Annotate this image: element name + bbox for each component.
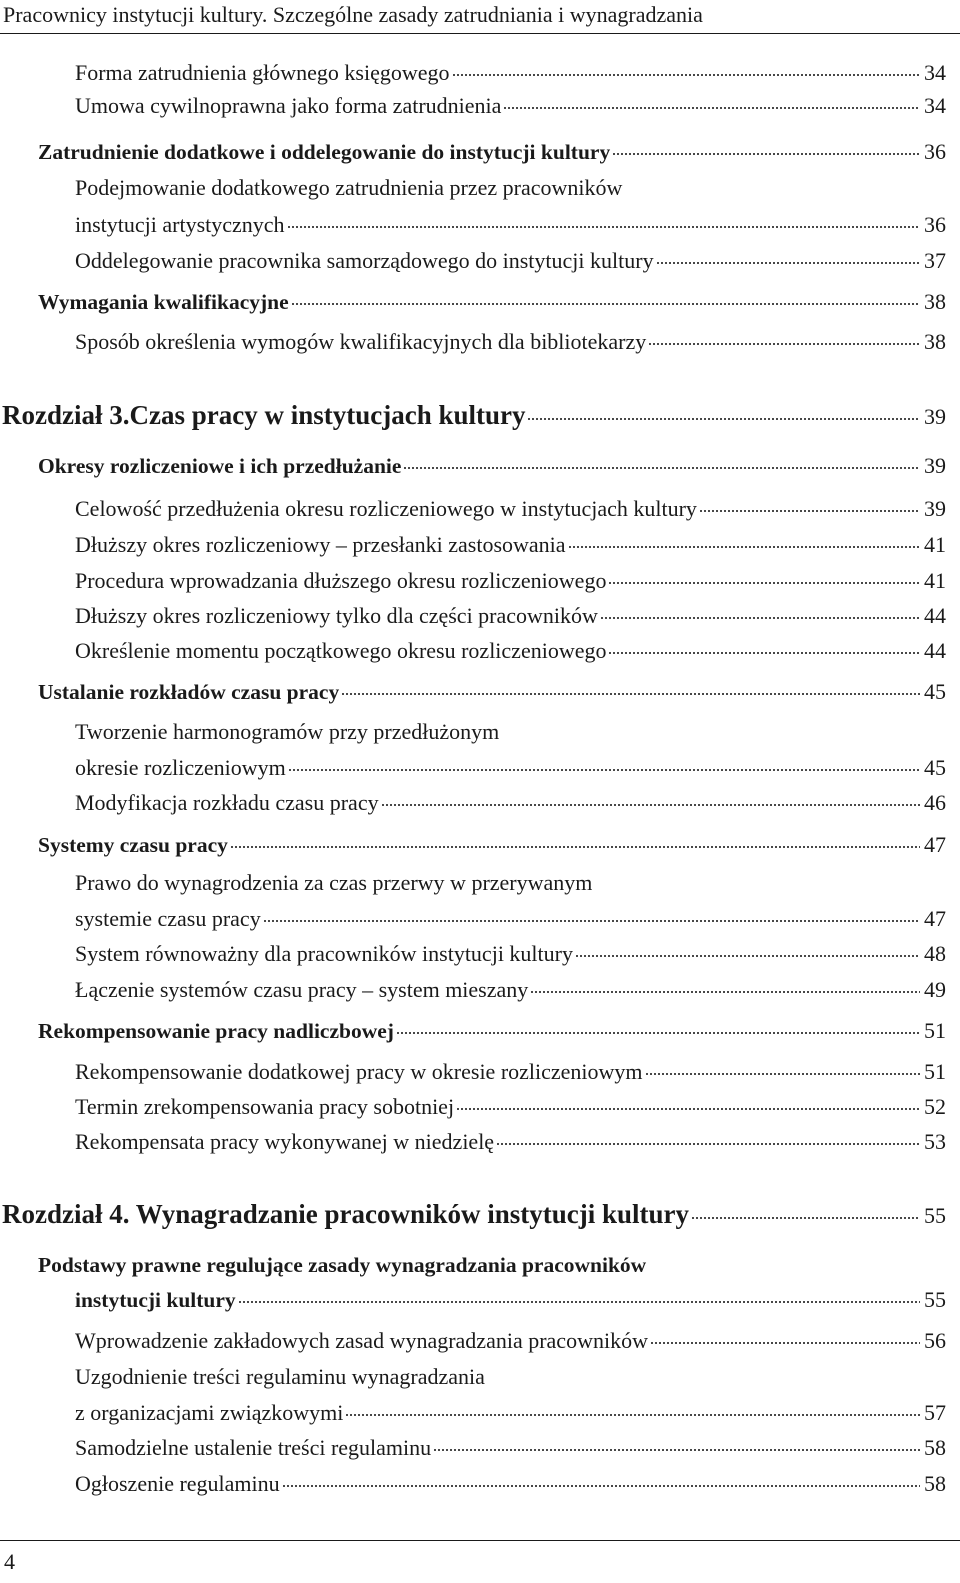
toc-entry-title: Oddelegowanie pracownika samorządowego do instytucji kultury <box>75 248 654 273</box>
toc-entry-page: 58 <box>924 1435 946 1460</box>
toc-entry-title: Forma zatrudnienia głównego księgowego <box>75 60 450 85</box>
toc-entry[interactable] <box>75 246 946 276</box>
toc-chapter[interactable] <box>2 400 946 432</box>
toc-entry-title: Umowa cywilnoprawna jako forma zatrudnienia <box>75 93 502 118</box>
toc-entry-title: okresie rozliczeniowym <box>75 755 286 780</box>
toc-entry-title: instytucji artystycznych <box>75 212 285 237</box>
dot-leader <box>600 614 920 624</box>
dot-leader <box>381 801 920 811</box>
dot-leader <box>527 415 920 425</box>
toc-entry-title: Dłuższy okres rozliczeniowy – przesłanki zastosowania <box>75 532 566 557</box>
toc-entry-page: 41 <box>924 568 946 593</box>
dot-leader <box>568 543 920 553</box>
toc-entry-page: 39 <box>924 496 946 521</box>
toc-entry[interactable] <box>75 566 946 596</box>
toc-entry[interactable] <box>75 636 946 666</box>
toc-entry-title-line1: Prawo do wynagrodzenia za czas przerwy w przerywanym <box>75 870 593 895</box>
toc-entry-title: Samodzielne ustalenie treści regulaminu <box>75 1435 432 1460</box>
toc-entry-page: 36 <box>924 212 946 237</box>
toc-section-title: Okresy rozliczeniowe i ich przedłużanie <box>38 454 402 478</box>
toc-chapter-title: Rozdział 3.Czas pracy w instytucjach kultury <box>2 400 526 430</box>
toc-entry-title: Ogłoszenie regulaminu <box>75 1471 280 1496</box>
toc-entry-page: 34 <box>924 93 946 118</box>
toc-entry[interactable] <box>75 1433 946 1463</box>
toc-entry-title: Modyfikacja rozkładu czasu pracy <box>75 790 379 815</box>
dot-leader <box>456 1105 920 1115</box>
toc-entry-title: systemie czasu pracy <box>75 906 261 931</box>
toc-section[interactable] <box>38 137 946 167</box>
toc-entry-title: Sposób określenia wymogów kwalifikacyjnych dla bibliotekarzy <box>75 329 647 354</box>
dot-leader <box>612 150 920 160</box>
dot-leader <box>656 259 920 269</box>
toc-entry-page: 51 <box>924 1059 946 1084</box>
toc-entry-title: Dłuższy okres rozliczeniowy tylko dla części pracowników <box>75 603 598 628</box>
dot-leader <box>530 988 920 998</box>
toc-entry-page: 39 <box>924 404 946 429</box>
toc-entry-page: 45 <box>924 679 946 704</box>
header-rule <box>0 33 960 34</box>
toc-entry[interactable] <box>75 939 946 969</box>
dot-leader <box>608 579 920 589</box>
toc-entry[interactable] <box>75 753 946 783</box>
dot-leader <box>496 1140 920 1150</box>
toc-entry-page: 37 <box>924 248 946 273</box>
toc-entry[interactable] <box>75 91 946 121</box>
dot-leader <box>650 1339 920 1349</box>
dot-leader <box>645 1070 920 1080</box>
toc-entry[interactable] <box>75 1326 946 1356</box>
toc-entry-page: 56 <box>924 1328 946 1353</box>
toc-chapter-title: Rozdział 4. Wynagradzanie pracowników instytucji kultury <box>2 1199 690 1229</box>
toc-entry-title: z organizacjami związkowymi <box>75 1400 344 1425</box>
toc-entry-page: 38 <box>924 289 946 314</box>
dot-leader <box>345 1411 920 1421</box>
dot-leader <box>503 104 920 114</box>
toc-section[interactable] <box>38 451 946 481</box>
dot-leader <box>288 766 920 776</box>
toc-entry[interactable] <box>75 1127 946 1157</box>
toc-section[interactable] <box>38 287 946 317</box>
toc-entry[interactable] <box>75 1092 946 1122</box>
dot-leader <box>230 843 920 853</box>
dot-leader <box>403 464 920 474</box>
toc-entry-page: 57 <box>924 1400 946 1425</box>
toc-section-title: Systemy czasu pracy <box>38 833 228 857</box>
toc-entry-page: 48 <box>924 941 946 966</box>
toc-entry-page: 51 <box>924 1018 946 1043</box>
toc-entry-page: 41 <box>924 532 946 557</box>
toc-entry-page: 53 <box>924 1129 946 1154</box>
toc-section[interactable] <box>38 1016 946 1046</box>
toc-entry-page: 55 <box>924 1287 946 1312</box>
dot-leader <box>699 507 920 517</box>
toc-entry-title: Wprowadzenie zakładowych zasad wynagradzania pracowników <box>75 1328 648 1353</box>
toc-section[interactable] <box>38 830 946 860</box>
toc-entry-page: 46 <box>924 790 946 815</box>
toc-entry[interactable] <box>75 904 946 934</box>
dot-leader <box>287 223 920 233</box>
toc-entry-page: 49 <box>924 977 946 1002</box>
toc-entry-page: 45 <box>924 755 946 780</box>
toc-section-title: Wymagania kwalifikacyjne <box>38 290 289 314</box>
toc-entry-page: 36 <box>924 139 946 164</box>
toc-entry-page: 52 <box>924 1094 946 1119</box>
toc-section-title: Ustalanie rozkładów czasu pracy <box>38 680 340 704</box>
toc-entry[interactable] <box>75 494 946 524</box>
dot-leader <box>291 300 920 310</box>
toc-section[interactable] <box>75 1285 946 1315</box>
dot-leader <box>282 1482 920 1492</box>
toc-section-title: Zatrudnienie dodatkowe i oddelegowanie do instytucji kultury <box>38 140 611 164</box>
toc-entry[interactable] <box>75 1057 946 1087</box>
footer-rule <box>0 1540 960 1541</box>
toc-entry[interactable] <box>75 530 946 560</box>
dot-leader <box>263 917 920 927</box>
toc-entry-page: 39 <box>924 453 946 478</box>
toc-entry-page: 47 <box>924 832 946 857</box>
toc-entry-title: Rekompensowanie dodatkowej pracy w okresie rozliczeniowym <box>75 1059 643 1084</box>
dot-leader <box>433 1446 920 1456</box>
toc-entry-page: 38 <box>924 329 946 354</box>
dot-leader <box>575 952 920 962</box>
dot-leader <box>396 1029 920 1039</box>
dot-leader <box>452 71 920 81</box>
toc-entry[interactable] <box>75 1469 946 1499</box>
toc-entry-title: Procedura wprowadzania dłuższego okresu rozliczeniowego <box>75 568 607 593</box>
toc-entry-page: 47 <box>924 906 946 931</box>
dot-leader <box>238 1298 920 1308</box>
dot-leader <box>648 340 920 350</box>
dot-leader <box>341 690 920 700</box>
toc-entry-title: Łączenie systemów czasu pracy – system mieszany <box>75 977 529 1002</box>
running-header: Pracownicy instytucji kultury. Szczególne zasady zatrudniania i wynagradzania <box>3 2 703 27</box>
toc-entry[interactable] <box>75 58 946 88</box>
toc-entry-page: 44 <box>924 638 946 663</box>
toc-entry-page: 58 <box>924 1471 946 1496</box>
toc-section[interactable] <box>38 677 946 707</box>
toc-entry-title: Określenie momentu początkowego okresu rozliczeniowego <box>75 638 607 663</box>
toc-section-title: Rekompensowanie pracy nadliczbowej <box>38 1019 394 1043</box>
toc-entry[interactable] <box>75 210 946 240</box>
toc-entry[interactable] <box>75 975 946 1005</box>
toc-entry-title: Rekompensata pracy wykonywanej w niedzielę <box>75 1129 495 1154</box>
page-number: 4 <box>4 1549 15 1574</box>
toc-entry[interactable] <box>75 327 946 357</box>
dot-leader <box>608 649 920 659</box>
dot-leader <box>691 1214 920 1224</box>
toc-entry-title: System równoważny dla pracowników instytucji kultury <box>75 941 573 966</box>
toc-section-title: instytucji kultury <box>75 1288 236 1312</box>
toc-entry-page: 34 <box>924 60 946 85</box>
toc-entry[interactable] <box>75 601 946 631</box>
toc-entry-title: Celowość przedłużenia okresu rozliczeniowego w instytucjach kultury <box>75 496 697 521</box>
toc-entry-title: Termin zrekompensowania pracy sobotniej <box>75 1094 455 1119</box>
toc-entry-title-line1: Tworzenie harmonogramów przy przedłużonym <box>75 719 500 744</box>
toc-entry[interactable] <box>75 788 946 818</box>
toc-section-title-line1: Podstawy prawne regulujące zasady wynagradzania pracowników <box>38 1253 647 1277</box>
toc-chapter[interactable] <box>2 1199 946 1231</box>
toc-entry-title-line1: Podejmowanie dodatkowego zatrudnienia przez pracowników <box>75 175 623 200</box>
toc-entry-page: 55 <box>924 1203 946 1228</box>
toc-entry-page: 44 <box>924 603 946 628</box>
toc-entry-title-line1: Uzgodnienie treści regulaminu wynagradzania <box>75 1364 485 1389</box>
toc-entry[interactable] <box>75 1398 946 1428</box>
